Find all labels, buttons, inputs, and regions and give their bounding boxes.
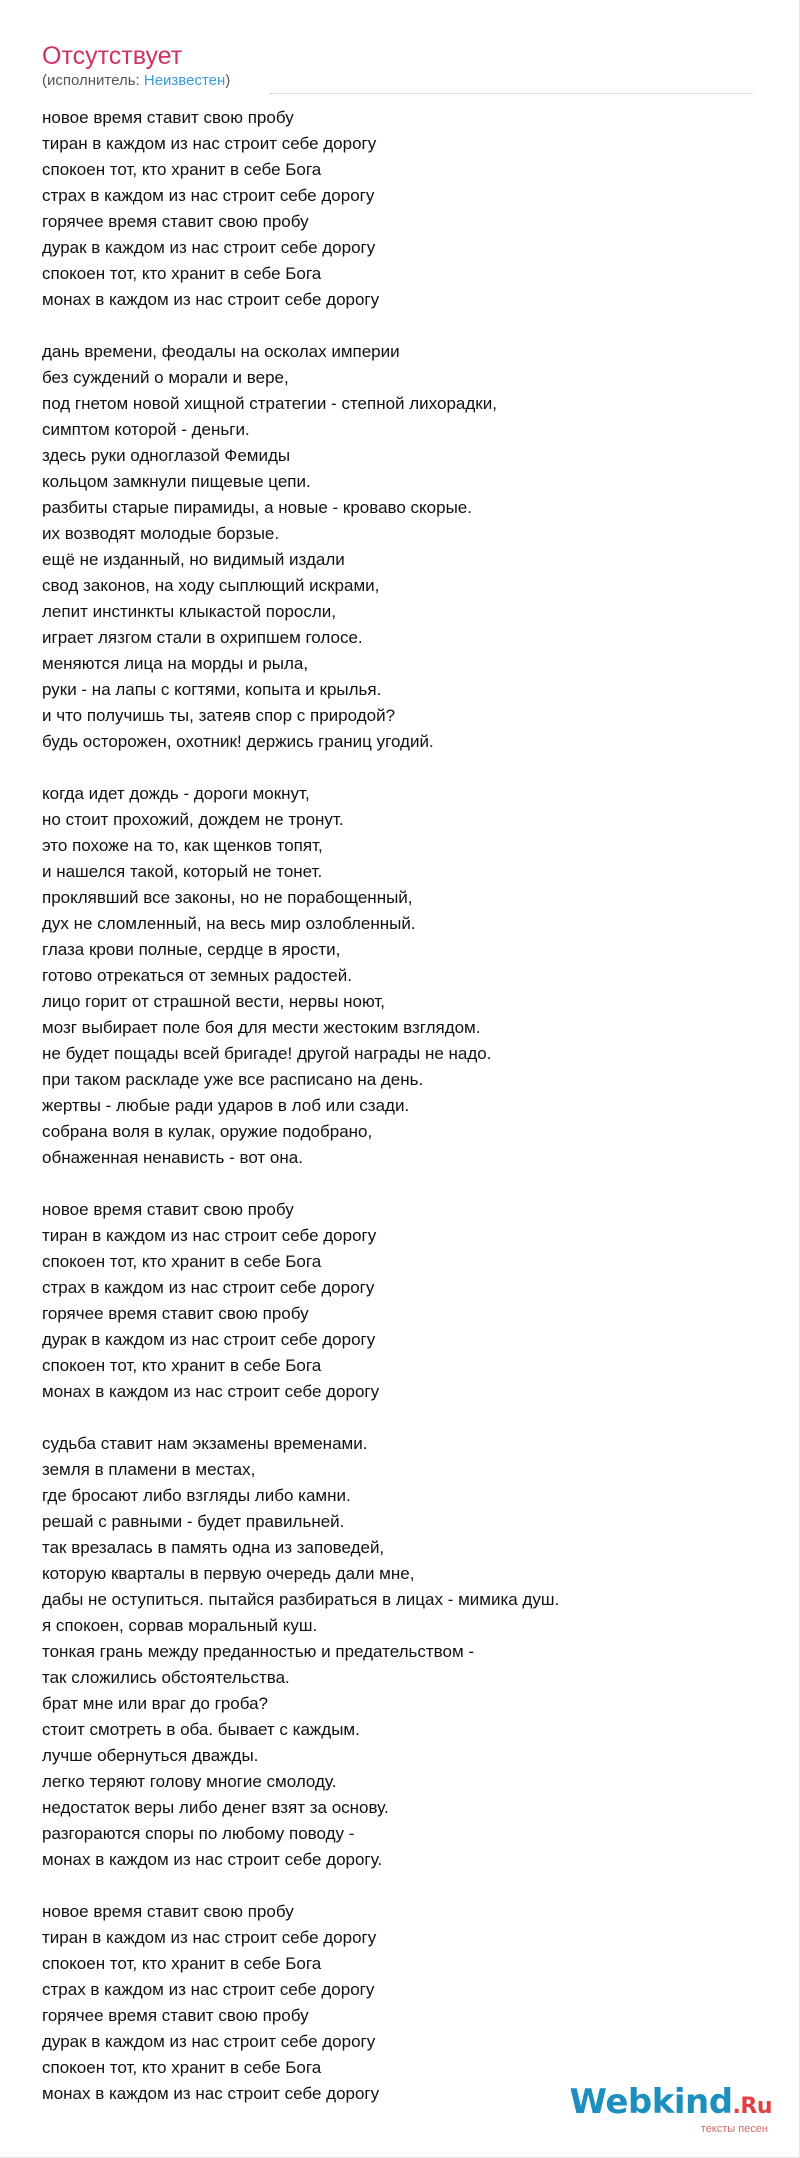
lyric-line: новое время ставит свою пробу (42, 108, 294, 127)
lyric-line: лицо горит от страшной вести, нервы ноют, (42, 992, 386, 1011)
lyric-line: и что получишь ты, затеяв спор с природой? (42, 706, 396, 725)
lyrics-stanza (42, 781, 762, 1171)
lyric-line: свод законов, на ходу сыплющий искрами, (42, 576, 380, 595)
lyric-line: дурак в каждом из нас строит себе дорогу (42, 2032, 376, 2051)
logo-wordmark (570, 2084, 772, 2125)
lyrics-stanza (42, 105, 762, 313)
lyric-line: собрана воля в кулак, оружие подобрано, (42, 1122, 373, 1141)
lyric-line: земля в пламени в местах, (42, 1460, 256, 1479)
lyric-line: спокоен тот, кто хранит в себе Бога (42, 1356, 322, 1375)
lyric-line: дань времени, феодалы на осколах империи (42, 342, 400, 361)
lyric-line: страх в каждом из нас строит себе дорогу (42, 186, 375, 205)
performer-prefix: (исполнитель: (42, 72, 144, 89)
lyric-line: дух не сломленный, на весь мир озлобленный. (42, 914, 416, 933)
lyric-line: проклявший все законы, но не порабощенный, (42, 888, 413, 907)
lyric-line: тиран в каждом из нас строит себе дорогу (42, 134, 377, 153)
lyric-line: глаза крови полные, сердце в ярости, (42, 940, 341, 959)
lyric-line: брат мне или враг до гроба? (42, 1694, 268, 1713)
lyric-line: так врезалась в память одна из заповедей, (42, 1538, 385, 1557)
header-divider (270, 93, 754, 94)
logo-domain: .Ru (732, 2094, 772, 2119)
lyric-line: легко теряют голову многие смолоду. (42, 1772, 337, 1791)
lyric-line: дурак в каждом из нас строит себе дорогу (42, 1330, 376, 1349)
lyric-line: монах в каждом из нас строит себе дорогу (42, 290, 380, 309)
lyric-line: так сложились обстоятельства. (42, 1668, 290, 1687)
lyric-line: монах в каждом из нас строит себе дорогу (42, 2084, 380, 2103)
lyric-line: спокоен тот, кто хранит в себе Бога (42, 160, 322, 179)
lyric-line: судьба ставит нам экзамены временами. (42, 1434, 368, 1453)
lyric-line: мозг выбирает поле боя для мести жестоким взглядом. (42, 1018, 481, 1037)
lyric-line: дабы не оступиться. пытайся разбираться в лицах - мимика душ. (42, 1590, 560, 1609)
lyric-line: здесь руки одноглазой Фемиды (42, 446, 291, 465)
lyric-line: лепит инстинкты клыкастой поросли, (42, 602, 337, 621)
lyrics-body (42, 105, 762, 2133)
site-logo[interactable] (570, 2084, 772, 2135)
lyric-line: страх в каждом из нас строит себе дорогу (42, 1980, 375, 1999)
lyric-line: тонкая грань между преданностью и предательством - (42, 1642, 475, 1661)
lyric-line: жертвы - любые ради ударов в лоб или сзади. (42, 1096, 410, 1115)
lyric-line: обнаженная ненависть - вот она. (42, 1148, 303, 1167)
lyric-line: руки - на лапы с когтями, копыта и крылья. (42, 680, 382, 699)
lyric-line: разбиты старые пирамиды, а новые - кроваво скорые. (42, 498, 472, 517)
lyric-line: лучше обернуться дважды. (42, 1746, 259, 1765)
lyric-line: я спокоен, сорвав моральный куш. (42, 1616, 318, 1635)
lyric-line: не будет пощады всей бригаде! другой награды не надо. (42, 1044, 492, 1063)
lyric-line: кольцом замкнули пищевые цепи. (42, 472, 311, 491)
lyric-line: готово отрекаться от земных радостей. (42, 966, 352, 985)
song-title: Отсутствует (42, 42, 183, 70)
lyric-line: решай с равными - будет правильней. (42, 1512, 345, 1531)
lyrics-stanza (42, 339, 762, 755)
performer-line (42, 72, 230, 90)
performer-link[interactable]: Неизвестен (143, 72, 226, 89)
lyric-line: симптом которой - деньги. (42, 420, 250, 439)
lyric-line: но стоит прохожий, дождем не тронут. (42, 810, 344, 829)
logo-tagline: тексты песен (700, 2123, 768, 2135)
lyric-line: когда идет дождь - дороги мокнут, (42, 784, 310, 803)
lyric-line: спокоен тот, кто хранит в себе Бога (42, 264, 322, 283)
lyric-line: горячее время ставит свою пробу (42, 2006, 309, 2025)
lyric-line: их возводят молодые борзые. (42, 524, 280, 543)
lyric-line: разгораются споры по любому поводу - (42, 1824, 355, 1843)
lyric-line: где бросают либо взгляды либо камни. (42, 1486, 351, 1505)
lyric-line: будь осторожен, охотник! держись границ угодий. (42, 732, 434, 751)
lyric-line: и нашелся такой, который не тонет. (42, 862, 323, 881)
lyric-line: спокоен тот, кто хранит в себе Бога (42, 2058, 322, 2077)
lyric-line: ещё не изданный, но видимый издали (42, 550, 345, 569)
lyric-line: страх в каждом из нас строит себе дорогу (42, 1278, 375, 1297)
lyric-line: новое время ставит свою пробу (42, 1200, 294, 1219)
lyric-line: недостаток веры либо денег взят за основу. (42, 1798, 389, 1817)
lyric-line: при таком раскладе уже все расписано на день. (42, 1070, 424, 1089)
lyric-line: спокоен тот, кто хранит в себе Бога (42, 1954, 322, 1973)
lyric-line: тиран в каждом из нас строит себе дорогу (42, 1226, 377, 1245)
lyric-line: это похоже на то, как щенков топят, (42, 836, 323, 855)
lyric-line: дурак в каждом из нас строит себе дорогу (42, 238, 376, 257)
lyric-line: монах в каждом из нас строит себе дорогу (42, 1382, 380, 1401)
lyric-line: горячее время ставит свою пробу (42, 1304, 309, 1323)
performer-suffix: ) (225, 72, 231, 89)
lyric-line: тиран в каждом из нас строит себе дорогу (42, 1928, 377, 1947)
lyric-line: стоит смотреть в оба. бывает с каждым. (42, 1720, 360, 1739)
lyric-line: меняются лица на морды и рыла, (42, 654, 309, 673)
lyrics-stanza (42, 1197, 762, 1405)
lyric-line: монах в каждом из нас строит себе дорогу. (42, 1850, 383, 1869)
lyric-line: спокоен тот, кто хранит в себе Бога (42, 1252, 322, 1271)
lyric-line: без суждений о морали и вере, (42, 368, 289, 387)
lyric-line: новое время ставит свою пробу (42, 1902, 294, 1921)
lyric-line: под гнетом новой хищной стратегии - степной лихорадки, (42, 394, 497, 413)
logo-name: Webkind (569, 2082, 733, 2122)
lyric-line: горячее время ставит свою пробу (42, 212, 309, 231)
lyrics-stanza (42, 1431, 762, 1873)
lyrics-stanza (42, 1899, 762, 2107)
lyric-line: играет лязгом стали в охрипшем голосе. (42, 628, 363, 647)
lyric-line: которую кварталы в первую очередь дали мне, (42, 1564, 415, 1583)
